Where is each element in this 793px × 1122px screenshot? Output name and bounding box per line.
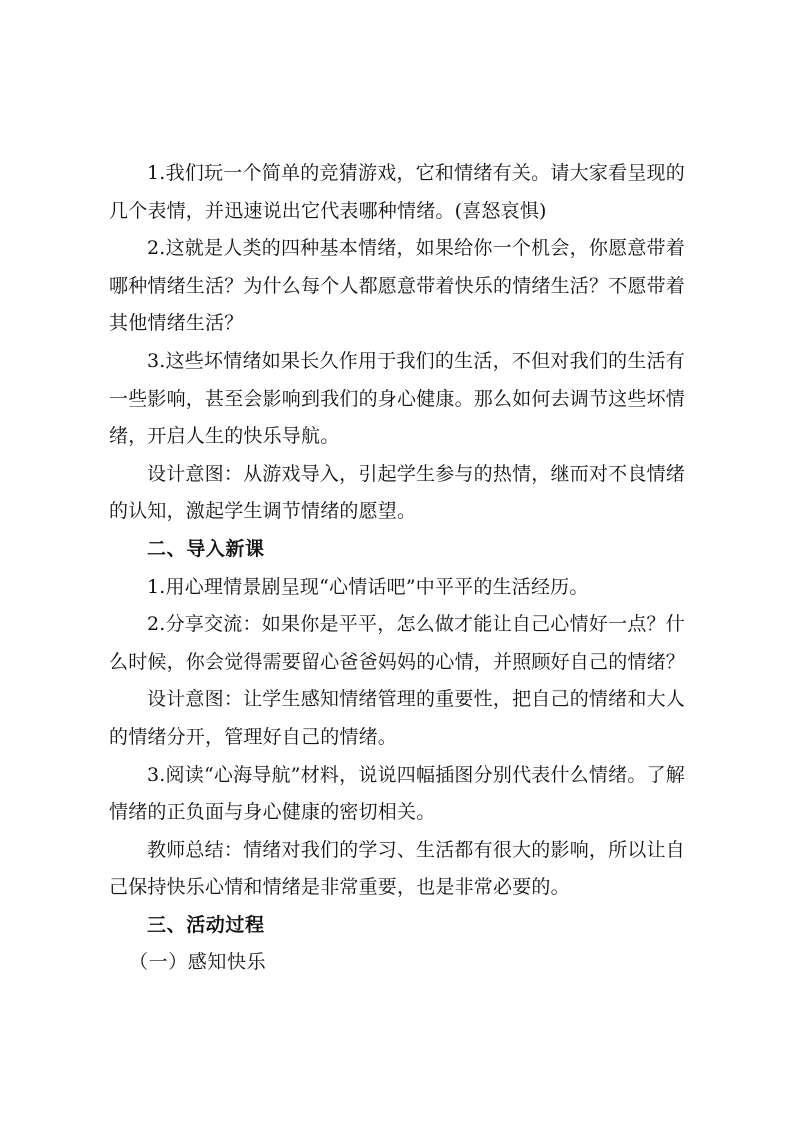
paragraph-sharing: 2.分享交流：如果你是平平，怎么做才能让自己心情好一点？什么时候，你会觉得需要留心爸爸妈妈的心情，并照顾好自己的情绪？ [109, 613, 686, 673]
section-heading-new-lesson: 二、导入新课 [147, 537, 265, 560]
paragraph-reading: 3.阅读“心海导航”材料，说说四幅插图分别代表什么情绪。了解情绪的正负面与身心健康的密切相关。 [109, 763, 685, 824]
paragraph-design-intent-2: 设计意图：让学生感知情绪管理的重要性，把自己的情绪和大人的情绪分开，管理好自己的情绪。 [109, 688, 685, 748]
subsection-heading-perceive-happiness: （一）感知快乐 [129, 951, 267, 974]
paragraph-bad-emotions: 3.这些坏情绪如果长久作用于我们的生活，不但对我们的生活有一些影响，甚至会影响到我们的身心健康。那么如何去调节这些坏情绪，开启人生的快乐导航。 [109, 349, 686, 448]
paragraph-basic-emotions: 2.这就是人类的四种基本情绪，如果给你一个机会，你愿意带着哪种情绪生活？为什么每个人都愿意带着快乐的情绪生活？不愿带着其他情绪生活？ [109, 237, 686, 335]
paragraph-game-intro: 1.我们玩一个简单的竞猜游戏，它和情绪有关。请大家看呈现的几个表情，并迅速说出它代表哪种情绪。(喜怒哀惧) [109, 162, 685, 222]
paragraph-teacher-summary: 教师总结：情绪对我们的学习、生活都有很大的影响，所以让自己保持快乐心情和情绪是非常重要，也是非常必要的。 [109, 838, 685, 899]
document-page [109, 155, 685, 982]
section-heading-activity-process: 三、活动过程 [147, 913, 265, 936]
paragraph-psychodrama: 1.用心理情景剧呈现“心情话吧”中平平的生活经历。 [147, 575, 589, 598]
paragraph-design-intent-1: 设计意图：从游戏导入，引起学生参与的热情，继而对不良情绪的认知，激起学生调节情绪的愿望。 [109, 462, 685, 523]
